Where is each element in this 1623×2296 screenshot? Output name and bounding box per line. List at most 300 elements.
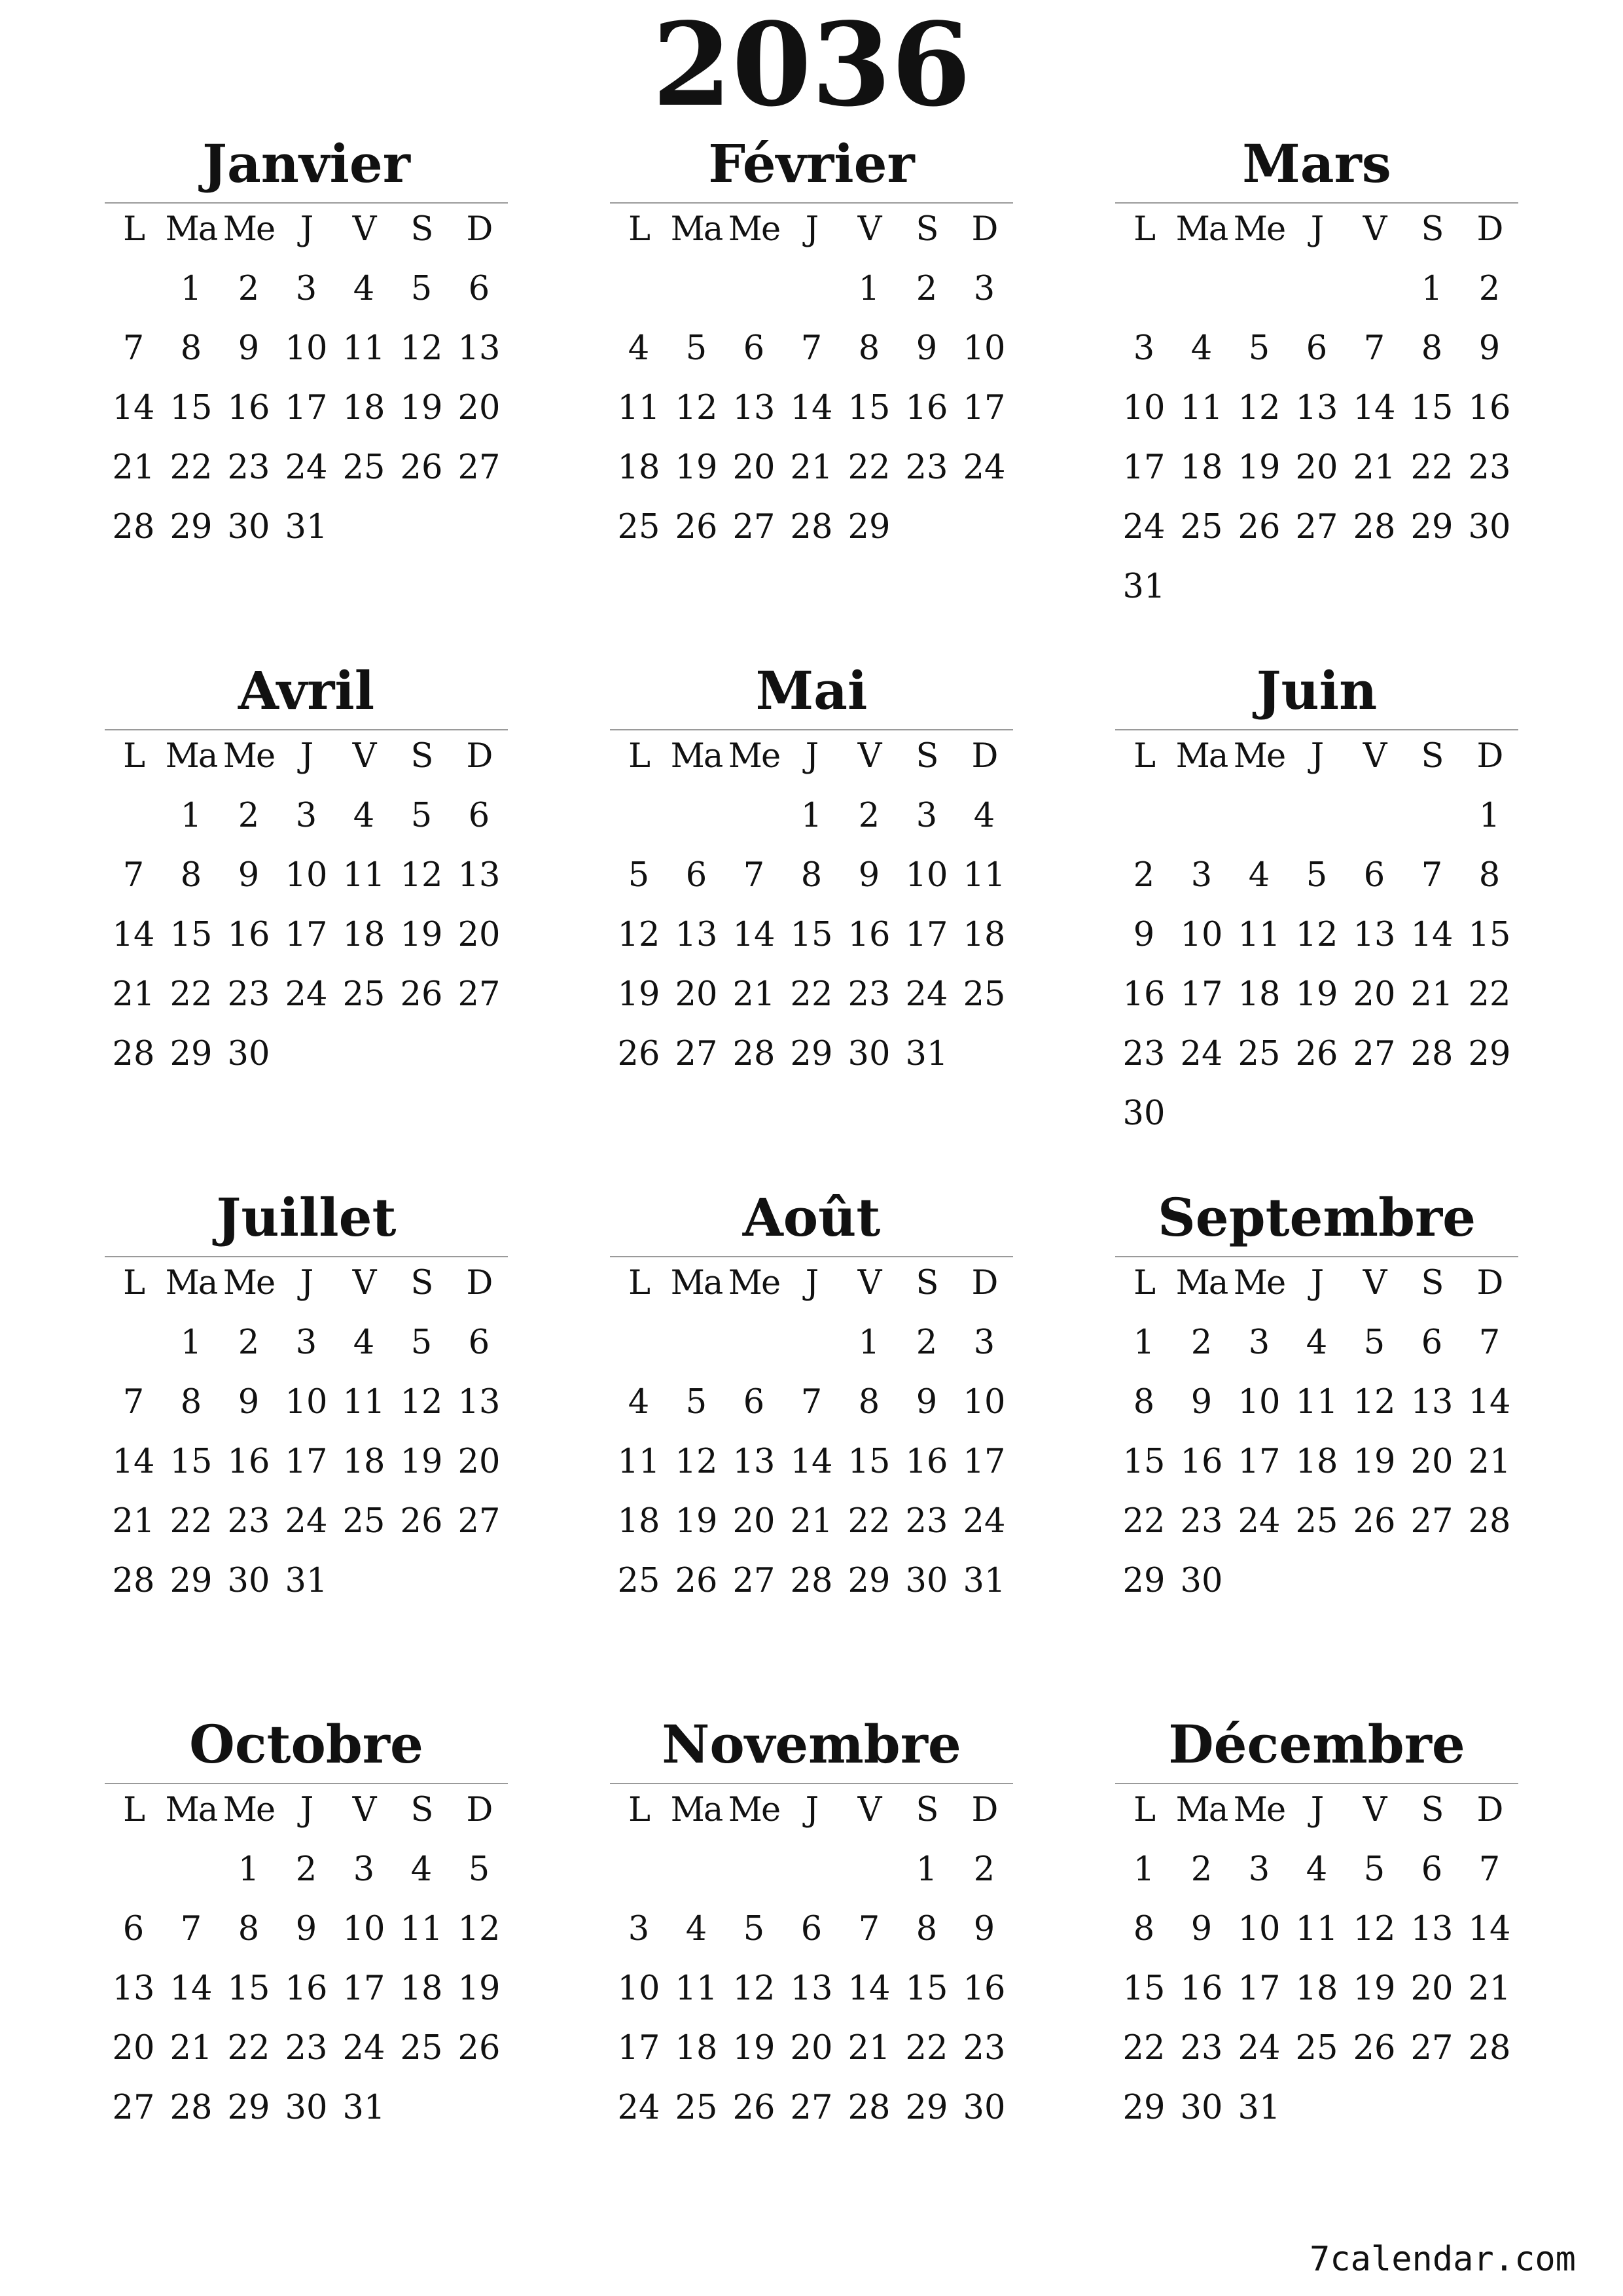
day-number: 4: [973, 797, 995, 835]
day-number: 15: [169, 1443, 213, 1481]
day-number: 11: [617, 1443, 660, 1481]
weekday-header: L: [1133, 1791, 1154, 1829]
day-number: 22: [847, 448, 891, 487]
day-number: 4: [628, 1383, 650, 1422]
day-number: 13: [732, 389, 776, 427]
day-number: 19: [732, 2029, 776, 2068]
day-number: 26: [1238, 508, 1281, 547]
day-number: 23: [847, 975, 891, 1014]
weekday-header: L: [1133, 1264, 1154, 1302]
day-number: 24: [617, 2089, 660, 2127]
day-number: 16: [227, 389, 270, 427]
day-number: 20: [112, 2029, 155, 2068]
day-number: 21: [1468, 1443, 1511, 1481]
month-name: Février: [708, 133, 915, 194]
day-number: 15: [1122, 1969, 1166, 2008]
day-number: 31: [1238, 2089, 1281, 2127]
weekday-header: J: [805, 210, 818, 249]
day-number: 25: [1238, 1035, 1281, 1073]
day-number: 5: [685, 329, 707, 368]
weekday-header: Me: [728, 1791, 780, 1829]
day-number: 31: [285, 1562, 328, 1600]
empty-cell: [668, 1317, 725, 1376]
day-number: 4: [685, 1910, 707, 1948]
day-number: 20: [790, 2029, 833, 2068]
month-day-grid: [610, 204, 1013, 561]
month-3: [105, 655, 508, 1088]
weekday-header: Ma: [670, 210, 722, 249]
day-number: 21: [112, 1502, 155, 1541]
day-number: 30: [227, 508, 270, 547]
day-number: 20: [732, 448, 776, 487]
weekday-header: J: [300, 1791, 313, 1829]
day-number: 6: [122, 1910, 145, 1948]
month-day-grid: [610, 730, 1013, 1088]
day-number: 29: [1468, 1035, 1511, 1073]
day-number: 6: [800, 1910, 823, 1948]
day-number: 25: [617, 508, 660, 547]
day-number: 3: [1248, 1850, 1270, 1889]
day-number: 25: [342, 448, 385, 487]
weekday-header: L: [1133, 210, 1154, 249]
day-number: 26: [732, 2089, 776, 2127]
day-number: 10: [963, 329, 1006, 368]
day-number: 12: [1295, 916, 1338, 954]
day-number: 30: [285, 2089, 328, 2127]
weekday-header: V: [352, 1264, 376, 1302]
weekday-header: S: [916, 737, 938, 776]
empty-cell: [105, 263, 162, 323]
day-number: 28: [732, 1035, 776, 1073]
month-name: Janvier: [202, 133, 410, 194]
day-number: 3: [628, 1910, 650, 1948]
weekday-header: L: [628, 1791, 649, 1829]
day-number: 9: [238, 1383, 260, 1422]
day-number: 15: [905, 1969, 948, 2008]
day-number: 15: [790, 916, 833, 954]
day-number: 19: [1238, 448, 1281, 487]
site-credit: 7calendar.com: [1310, 2240, 1576, 2279]
day-number: 12: [675, 389, 718, 427]
day-number: 13: [1410, 1383, 1454, 1422]
day-number: 10: [342, 1910, 385, 1948]
day-number: 30: [227, 1562, 270, 1600]
day-number: 7: [1478, 1323, 1501, 1362]
day-number: 8: [180, 329, 202, 368]
weekday-header: J: [300, 737, 313, 776]
day-number: 21: [790, 1502, 833, 1541]
day-number: 14: [1353, 389, 1396, 427]
day-number: 26: [617, 1035, 660, 1073]
day-number: 11: [342, 1383, 385, 1422]
day-number: 14: [790, 1443, 833, 1481]
day-number: 9: [858, 856, 880, 895]
day-number: 6: [685, 856, 707, 895]
day-number: 10: [963, 1383, 1006, 1422]
day-number: 25: [675, 2089, 718, 2127]
day-number: 15: [847, 389, 891, 427]
day-number: 18: [1295, 1443, 1338, 1481]
day-number: 4: [1306, 1850, 1328, 1889]
month-name: Juin: [1256, 660, 1378, 721]
weekday-header: D: [1476, 1791, 1503, 1829]
day-number: 18: [1180, 448, 1223, 487]
day-number: 17: [905, 916, 948, 954]
day-number: 5: [628, 856, 650, 895]
day-number: 24: [1238, 2029, 1281, 2068]
weekday-header: S: [1421, 737, 1443, 776]
day-number: 12: [675, 1443, 718, 1481]
day-number: 15: [169, 916, 213, 954]
day-number: 11: [342, 329, 385, 368]
day-number: 7: [122, 856, 145, 895]
empty-cell: [725, 263, 783, 323]
day-number: 1: [180, 270, 202, 308]
day-number: 28: [112, 1035, 155, 1073]
day-number: 2: [1190, 1323, 1213, 1362]
day-number: 14: [1410, 916, 1454, 954]
day-number: 15: [227, 1969, 270, 2008]
day-number: 25: [617, 1562, 660, 1600]
day-number: 25: [1180, 508, 1223, 547]
empty-cell: [668, 790, 725, 850]
day-number: 28: [790, 1562, 833, 1600]
day-number: 26: [400, 1502, 443, 1541]
month-7: [610, 1181, 1013, 1615]
day-number: 27: [675, 1035, 718, 1073]
day-number: 23: [227, 975, 270, 1014]
day-number: 7: [180, 1910, 202, 1948]
day-number: 28: [847, 2089, 891, 2127]
month-name: Août: [742, 1187, 881, 1248]
day-number: 11: [617, 389, 660, 427]
weekday-header: L: [123, 210, 144, 249]
weekday-header: S: [410, 1791, 433, 1829]
day-number: 17: [1238, 1969, 1281, 2008]
weekday-header: J: [805, 737, 818, 776]
day-number: 1: [916, 1850, 938, 1889]
day-number: 9: [916, 1383, 938, 1422]
weekday-header: S: [1421, 1791, 1443, 1829]
day-number: 31: [285, 508, 328, 547]
day-number: 5: [410, 270, 433, 308]
weekday-header: L: [123, 1791, 144, 1829]
day-number: 1: [238, 1850, 260, 1889]
empty-cell: [1173, 790, 1230, 850]
weekday-header: S: [916, 1264, 938, 1302]
day-number: 23: [905, 1502, 948, 1541]
day-number: 16: [1180, 1443, 1223, 1481]
day-number: 14: [790, 389, 833, 427]
day-number: 3: [295, 270, 317, 308]
day-number: 5: [1363, 1850, 1385, 1889]
day-number: 25: [963, 975, 1006, 1014]
month-1: [610, 128, 1013, 561]
day-number: 25: [342, 1502, 385, 1541]
day-number: 7: [743, 856, 765, 895]
weekday-header: L: [628, 737, 649, 776]
day-number: 3: [295, 1323, 317, 1362]
day-number: 4: [353, 797, 375, 835]
day-number: 22: [169, 1502, 213, 1541]
day-number: 2: [858, 797, 880, 835]
day-number: 20: [1410, 1969, 1454, 2008]
empty-cell: [668, 263, 725, 323]
day-number: 15: [1468, 916, 1511, 954]
day-number: 23: [227, 448, 270, 487]
day-number: 6: [468, 797, 490, 835]
weekday-header: Me: [223, 1264, 275, 1302]
day-number: 5: [410, 1323, 433, 1362]
day-number: 21: [732, 975, 776, 1014]
day-number: 26: [1295, 1035, 1338, 1073]
day-number: 16: [1468, 389, 1511, 427]
day-number: 7: [1363, 329, 1385, 368]
weekday-header: Ma: [1175, 737, 1228, 776]
day-number: 8: [916, 1910, 938, 1948]
day-number: 9: [295, 1910, 317, 1948]
day-number: 14: [732, 916, 776, 954]
day-number: 24: [963, 1502, 1006, 1541]
day-number: 11: [675, 1969, 718, 2008]
weekday-header: V: [352, 1791, 376, 1829]
weekday-header: J: [1310, 210, 1323, 249]
empty-cell: [783, 263, 840, 323]
day-number: 26: [400, 448, 443, 487]
day-number: 5: [685, 1383, 707, 1422]
weekday-header: Me: [1233, 1264, 1285, 1302]
day-number: 29: [227, 2089, 270, 2127]
weekday-header: V: [857, 737, 881, 776]
day-number: 18: [342, 1443, 385, 1481]
day-number: 9: [1478, 329, 1501, 368]
day-number: 22: [227, 2029, 270, 2068]
empty-cell: [725, 1844, 783, 1903]
empty-cell: [1288, 263, 1346, 323]
day-number: 5: [468, 1850, 490, 1889]
day-number: 20: [1295, 448, 1338, 487]
empty-cell: [610, 1844, 668, 1903]
weekday-header: J: [1310, 1264, 1323, 1302]
weekday-header: S: [1421, 1264, 1443, 1302]
day-number: 4: [1248, 856, 1270, 895]
month-name: Juillet: [216, 1187, 397, 1248]
weekday-header: D: [1476, 737, 1503, 776]
day-number: 12: [400, 329, 443, 368]
day-number: 7: [800, 329, 823, 368]
day-number: 17: [963, 389, 1006, 427]
day-number: 14: [112, 389, 155, 427]
month-name: Novembre: [662, 1713, 961, 1775]
day-number: 11: [1295, 1910, 1338, 1948]
day-number: 17: [1180, 975, 1223, 1014]
day-number: 23: [1468, 448, 1511, 487]
empty-cell: [725, 790, 783, 850]
day-number: 30: [227, 1035, 270, 1073]
day-number: 30: [1180, 2089, 1223, 2127]
day-number: 23: [963, 2029, 1006, 2068]
day-number: 23: [1180, 2029, 1223, 2068]
day-number: 27: [1295, 508, 1338, 547]
day-number: 2: [1478, 270, 1501, 308]
month-name: Mai: [755, 660, 868, 721]
month-0: [105, 128, 508, 561]
empty-cell: [610, 263, 668, 323]
day-number: 28: [1468, 1502, 1511, 1541]
day-number: 22: [905, 2029, 948, 2068]
day-number: 13: [1410, 1910, 1454, 1948]
day-number: 6: [1421, 1323, 1443, 1362]
day-number: 1: [1133, 1850, 1155, 1889]
day-number: 21: [847, 2029, 891, 2068]
empty-cell: [1403, 790, 1461, 850]
day-number: 13: [1353, 916, 1396, 954]
empty-cell: [105, 1317, 162, 1376]
day-number: 31: [342, 2089, 385, 2127]
day-number: 9: [1190, 1383, 1213, 1422]
weekday-header: S: [916, 210, 938, 249]
day-number: 25: [1295, 1502, 1338, 1541]
day-number: 29: [847, 508, 891, 547]
day-number: 19: [675, 448, 718, 487]
day-number: 24: [1180, 1035, 1223, 1073]
day-number: 27: [790, 2089, 833, 2127]
day-number: 30: [847, 1035, 891, 1073]
day-number: 24: [905, 975, 948, 1014]
day-number: 1: [858, 1323, 880, 1362]
day-number: 19: [617, 975, 660, 1014]
month-day-grid: [1115, 730, 1518, 1147]
day-number: 9: [973, 1910, 995, 1948]
day-number: 20: [1410, 1443, 1454, 1481]
weekday-header: Me: [223, 737, 275, 776]
day-number: 4: [1306, 1323, 1328, 1362]
weekday-header: Me: [728, 1264, 780, 1302]
day-number: 2: [238, 1323, 260, 1362]
month-name: Octobre: [189, 1713, 423, 1775]
day-number: 6: [468, 270, 490, 308]
day-number: 18: [342, 389, 385, 427]
day-number: 31: [963, 1562, 1006, 1600]
month-day-grid: [1115, 204, 1518, 620]
day-number: 28: [1410, 1035, 1454, 1073]
day-number: 15: [169, 389, 213, 427]
month-day-grid: [1115, 1784, 1518, 2142]
day-number: 7: [122, 1383, 145, 1422]
day-number: 24: [285, 975, 328, 1014]
day-number: 29: [905, 2089, 948, 2127]
day-number: 10: [285, 856, 328, 895]
day-number: 9: [238, 856, 260, 895]
day-number: 14: [847, 1969, 891, 2008]
weekday-header: V: [857, 210, 881, 249]
day-number: 14: [169, 1969, 213, 2008]
day-number: 5: [1306, 856, 1328, 895]
day-number: 1: [800, 797, 823, 835]
empty-cell: [162, 1844, 220, 1903]
day-number: 16: [905, 389, 948, 427]
month-4: [610, 655, 1013, 1088]
day-number: 15: [1410, 389, 1454, 427]
day-number: 2: [295, 1850, 317, 1889]
day-number: 4: [410, 1850, 433, 1889]
day-number: 21: [790, 448, 833, 487]
day-number: 6: [1421, 1850, 1443, 1889]
day-number: 12: [1353, 1910, 1396, 1948]
day-number: 21: [112, 975, 155, 1014]
weekday-header: V: [1363, 1791, 1386, 1829]
weekday-header: L: [123, 737, 144, 776]
day-number: 16: [963, 1969, 1006, 2008]
day-number: 27: [457, 448, 501, 487]
day-number: 22: [169, 448, 213, 487]
day-number: 14: [112, 916, 155, 954]
day-number: 2: [238, 270, 260, 308]
weekday-header: Ma: [1175, 1791, 1228, 1829]
month-name: Septembre: [1157, 1187, 1476, 1248]
weekday-header: S: [410, 210, 433, 249]
day-number: 23: [905, 448, 948, 487]
weekday-header: Ma: [165, 1264, 217, 1302]
empty-cell: [1346, 263, 1403, 323]
day-number: 26: [400, 975, 443, 1014]
day-number: 29: [169, 508, 213, 547]
day-number: 18: [963, 916, 1006, 954]
day-number: 24: [1238, 1502, 1281, 1541]
weekday-header: S: [410, 737, 433, 776]
day-number: 27: [732, 508, 776, 547]
day-number: 10: [285, 329, 328, 368]
day-number: 12: [1238, 389, 1281, 427]
day-number: 12: [1353, 1383, 1396, 1422]
weekday-header: V: [1363, 1264, 1386, 1302]
day-number: 10: [905, 856, 948, 895]
day-number: 28: [169, 2089, 213, 2127]
month-8: [1115, 1181, 1518, 1615]
day-number: 21: [1410, 975, 1454, 1014]
day-number: 1: [858, 270, 880, 308]
day-number: 19: [1353, 1443, 1396, 1481]
day-number: 19: [457, 1969, 501, 2008]
day-number: 6: [1363, 856, 1385, 895]
day-number: 12: [400, 1383, 443, 1422]
day-number: 30: [963, 2089, 1006, 2127]
day-number: 2: [916, 1323, 938, 1362]
day-number: 8: [1133, 1910, 1155, 1948]
day-number: 3: [973, 270, 995, 308]
day-number: 11: [342, 856, 385, 895]
month-11: [1115, 1708, 1518, 2142]
day-number: 8: [180, 856, 202, 895]
empty-cell: [610, 1317, 668, 1376]
weekday-header: J: [805, 1791, 818, 1829]
day-number: 25: [400, 2029, 443, 2068]
weekday-header: V: [1363, 210, 1386, 249]
day-number: 24: [963, 448, 1006, 487]
day-number: 8: [238, 1910, 260, 1948]
day-number: 16: [1122, 975, 1166, 1014]
day-number: 29: [847, 1562, 891, 1600]
day-number: 16: [905, 1443, 948, 1481]
month-day-grid: [105, 1257, 508, 1615]
day-number: 13: [457, 856, 501, 895]
weekday-header: D: [971, 210, 997, 249]
empty-cell: [668, 1844, 725, 1903]
day-number: 20: [457, 1443, 501, 1481]
day-number: 7: [800, 1383, 823, 1422]
day-number: 9: [916, 329, 938, 368]
day-number: 1: [1478, 797, 1501, 835]
